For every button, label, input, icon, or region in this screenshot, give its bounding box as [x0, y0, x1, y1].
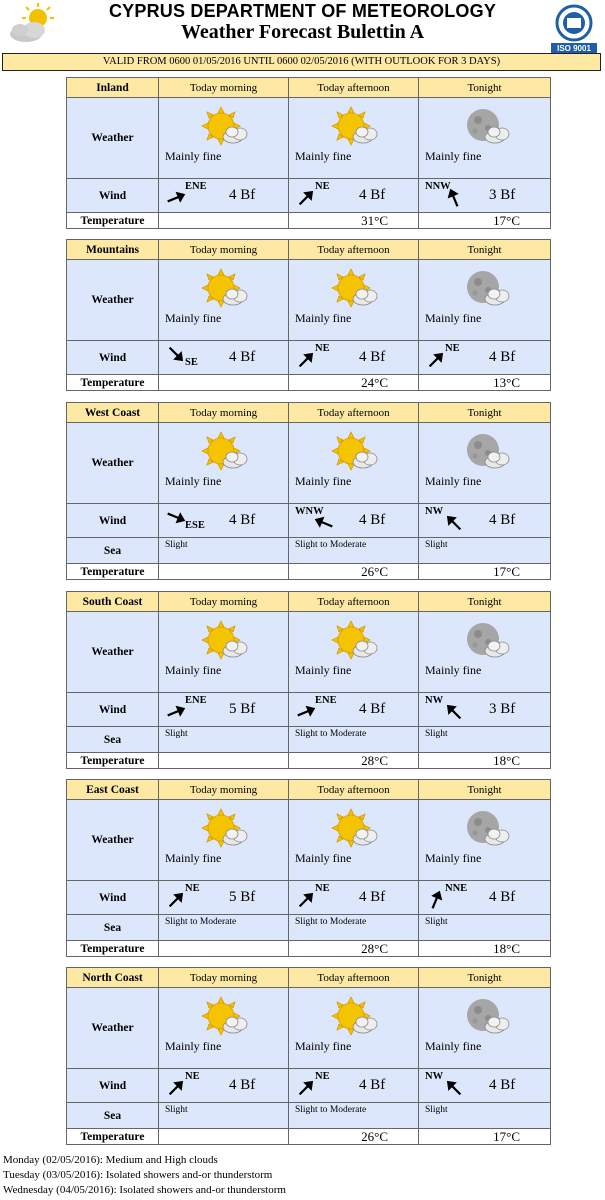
region-table-inland: [66, 77, 551, 229]
sea-label: Sea: [67, 727, 159, 753]
wind-force: 4 Bf: [359, 512, 386, 528]
sea-state: Slight: [425, 1105, 448, 1115]
moon-with-cloud-icon: [459, 268, 511, 310]
period-header: Tonight: [419, 592, 551, 612]
wind-arrow: [295, 889, 317, 911]
sun-with-cloud-icon: [329, 431, 381, 473]
sea-cell: [159, 727, 289, 753]
wind-force: 4 Bf: [229, 349, 256, 365]
wind-arrow-icon: [443, 1077, 465, 1099]
weather-cell: [289, 98, 419, 179]
wind-arrow-icon: [165, 506, 187, 528]
region-name: South Coast: [67, 592, 159, 612]
temperature-cell: [289, 213, 419, 229]
wind-cell: [159, 693, 289, 727]
weather-text: Mainly fine: [425, 149, 482, 163]
moon-with-cloud-icon: [459, 620, 511, 662]
sea-state: Slight to Moderate: [295, 729, 367, 739]
period-header: Today morning: [159, 968, 289, 988]
temperature-label: Temperature: [67, 941, 159, 957]
sea-state: Slight: [165, 1105, 188, 1115]
weather-cell: [419, 988, 551, 1069]
period-header: Today afternoon: [289, 403, 419, 423]
temperature-cell: [419, 564, 551, 580]
period-header: Today morning: [159, 240, 289, 260]
wind-arrow-icon: [425, 889, 447, 911]
temperature-row: [67, 941, 551, 957]
temperature-row: [67, 1129, 551, 1145]
temperature-cell: [159, 564, 289, 580]
wind-arrow: [295, 1077, 317, 1099]
wind-cell: [159, 179, 289, 213]
weather-cell: [419, 260, 551, 341]
page-header: [0, 0, 605, 53]
wind-arrow-icon: [443, 701, 465, 723]
weather-row: [67, 612, 551, 693]
region-table-west-coast: [66, 402, 551, 580]
weather-cell: [159, 988, 289, 1069]
sea-cell: [419, 1103, 551, 1129]
weather-text: Mainly fine: [295, 1039, 352, 1053]
temperature-value: 26°C: [361, 564, 388, 579]
region-name: North Coast: [67, 968, 159, 988]
sea-cell: [289, 915, 419, 941]
weather-cell: [159, 98, 289, 179]
wind-direction: ENE: [185, 695, 207, 706]
wind-arrow: [165, 506, 187, 528]
region-header-row: [67, 78, 551, 98]
wind-arrow-icon: [295, 701, 317, 723]
sea-row: [67, 727, 551, 753]
region-name: Inland: [67, 78, 159, 98]
weather-row: [67, 800, 551, 881]
weather-text: Mainly fine: [295, 851, 352, 865]
wind-direction: NE: [315, 1071, 330, 1082]
sea-state: Slight: [425, 729, 448, 739]
wind-direction: NE: [185, 883, 200, 894]
wind-force: 4 Bf: [229, 187, 256, 203]
outlook-line: Wednesday (04/05/2016): Isolated showers and-or thunderstorm: [3, 1184, 286, 1196]
weather-text: Mainly fine: [295, 149, 352, 163]
temperature-cell: [289, 1129, 419, 1145]
sun-with-cloud-icon: [199, 431, 251, 473]
wind-direction: ESE: [185, 520, 205, 531]
period-header: Tonight: [419, 968, 551, 988]
region-table-north-coast: [66, 967, 551, 1145]
sea-cell: [289, 727, 419, 753]
weather-cell: [159, 260, 289, 341]
wind-arrow: [443, 1077, 465, 1099]
weather-cell: [289, 988, 419, 1069]
wind-arrow: [425, 349, 447, 371]
wind-arrow: [165, 701, 187, 723]
sea-state: Slight to Moderate: [295, 1105, 367, 1115]
wind-direction: NW: [425, 506, 444, 517]
temperature-value: 18°C: [493, 753, 520, 768]
wind-force: 5 Bf: [229, 701, 256, 717]
wind-direction: NE: [315, 343, 330, 354]
wind-direction: NE: [315, 883, 330, 894]
period-header: Today afternoon: [289, 78, 419, 98]
wind-force: 4 Bf: [359, 889, 386, 905]
wind-force: 4 Bf: [359, 187, 386, 203]
temperature-cell: [289, 564, 419, 580]
sun-with-cloud-icon: [199, 106, 251, 148]
wind-cell: [289, 504, 419, 538]
weather-row: [67, 98, 551, 179]
weather-text: Mainly fine: [165, 149, 222, 163]
wind-row: [67, 504, 551, 538]
sun-with-cloud-icon: [329, 106, 381, 148]
sea-row: [67, 538, 551, 564]
temperature-cell: [289, 375, 419, 391]
wind-cell: [419, 179, 551, 213]
wind-arrow: [165, 889, 187, 911]
wind-arrow: [443, 701, 465, 723]
wind-cell: [289, 881, 419, 915]
iso-9001-logo-icon: [548, 2, 600, 54]
period-header: Today afternoon: [289, 592, 419, 612]
sea-cell: [289, 1103, 419, 1129]
temperature-value: 26°C: [361, 1129, 388, 1144]
weather-text: Mainly fine: [425, 1039, 482, 1053]
wind-label: Wind: [67, 179, 159, 213]
temperature-label: Temperature: [67, 375, 159, 391]
weather-cell: [289, 260, 419, 341]
moon-with-cloud-icon: [459, 996, 511, 1038]
wind-arrow-icon: [165, 889, 187, 911]
wind-arrow-icon: [295, 889, 317, 911]
temperature-row: [67, 375, 551, 391]
wind-arrow: [295, 701, 317, 723]
wind-direction: NW: [425, 695, 444, 706]
wind-arrow-icon: [165, 343, 187, 365]
moon-with-cloud-icon: [459, 808, 511, 850]
weather-cell: [419, 612, 551, 693]
temperature-cell: [419, 213, 551, 229]
wind-row: [67, 179, 551, 213]
weather-label: Weather: [67, 612, 159, 693]
temperature-label: Temperature: [67, 213, 159, 229]
weather-cell: [289, 612, 419, 693]
temperature-value: 28°C: [361, 941, 388, 956]
wind-arrow-icon: [295, 349, 317, 371]
sea-label: Sea: [67, 538, 159, 564]
temperature-cell: [159, 213, 289, 229]
temperature-cell: [289, 941, 419, 957]
wind-force: 4 Bf: [359, 701, 386, 717]
region-header-row: [67, 403, 551, 423]
wind-arrow-icon: [443, 512, 465, 534]
weather-cell: [159, 423, 289, 504]
wind-arrow-icon: [165, 187, 187, 209]
wind-arrow-icon: [165, 701, 187, 723]
weather-text: Mainly fine: [425, 851, 482, 865]
sun-with-cloud-icon: [329, 268, 381, 310]
sea-cell: [289, 538, 419, 564]
sun-with-cloud-icon: [199, 996, 251, 1038]
wind-arrow-icon: [425, 349, 447, 371]
period-header: Tonight: [419, 240, 551, 260]
temperature-label: Temperature: [67, 564, 159, 580]
region-header-row: [67, 968, 551, 988]
temperature-cell: [419, 753, 551, 769]
sea-cell: [159, 915, 289, 941]
wind-cell: [289, 341, 419, 375]
wind-force: 4 Bf: [359, 349, 386, 365]
temperature-value: 13°C: [493, 375, 520, 390]
iso-label: ISO 9001: [557, 44, 591, 53]
weather-text: Mainly fine: [295, 311, 352, 325]
weather-text: Mainly fine: [295, 663, 352, 677]
weather-cell: [159, 800, 289, 881]
weather-text: Mainly fine: [295, 474, 352, 488]
region-name: West Coast: [67, 403, 159, 423]
temperature-row: [67, 213, 551, 229]
sea-state: Slight to Moderate: [295, 917, 367, 927]
wind-cell: [289, 179, 419, 213]
wind-label: Wind: [67, 1069, 159, 1103]
wind-arrow: [165, 1077, 187, 1099]
wind-cell: [159, 504, 289, 538]
bulletin-title: Weather Forecast Bulettin A: [180, 21, 425, 43]
wind-cell: [289, 693, 419, 727]
wind-row: [67, 341, 551, 375]
temperature-label: Temperature: [67, 1129, 159, 1145]
temperature-cell: [419, 375, 551, 391]
sea-cell: [419, 727, 551, 753]
weather-text: Mainly fine: [425, 311, 482, 325]
wind-cell: [419, 693, 551, 727]
sea-state: Slight to Moderate: [295, 540, 367, 550]
wind-force: 4 Bf: [359, 1077, 386, 1093]
period-header: Today afternoon: [289, 240, 419, 260]
validity-banner: VALID FROM 0600 01/05/2016 UNTIL 0600 02/05/2016 (WITH OUTLOOK FOR 3 DAYS): [2, 53, 601, 71]
wind-arrow: [295, 349, 317, 371]
temperature-cell: [159, 1129, 289, 1145]
wind-direction: NE: [445, 343, 460, 354]
weather-row: [67, 260, 551, 341]
outlook-line: Monday (02/05/2016): Medium and High clouds: [3, 1154, 218, 1166]
sea-row: [67, 1103, 551, 1129]
weather-text: Mainly fine: [165, 474, 222, 488]
sea-label: Sea: [67, 915, 159, 941]
sea-state: Slight: [425, 540, 448, 550]
weather-text: Mainly fine: [165, 1039, 222, 1053]
sea-cell: [159, 538, 289, 564]
sea-state: Slight to Moderate: [165, 917, 237, 927]
region-header-row: [67, 780, 551, 800]
temperature-cell: [159, 375, 289, 391]
period-header: Today morning: [159, 780, 289, 800]
wind-cell: [159, 1069, 289, 1103]
temperature-cell: [159, 941, 289, 957]
temperature-cell: [419, 941, 551, 957]
wind-direction: NNE: [445, 883, 468, 894]
department-title: CYPRUS DEPARTMENT OF METEOROLOGY: [108, 1, 497, 21]
wind-cell: [289, 1069, 419, 1103]
temperature-value: 18°C: [493, 941, 520, 956]
temperature-cell: [289, 753, 419, 769]
weather-label: Weather: [67, 988, 159, 1069]
sea-cell: [159, 1103, 289, 1129]
wind-force: 4 Bf: [489, 889, 516, 905]
weather-text: Mainly fine: [165, 851, 222, 865]
sea-state: Slight: [165, 540, 188, 550]
period-header: Tonight: [419, 780, 551, 800]
wind-direction: NE: [315, 181, 330, 192]
region-table-south-coast: [66, 591, 551, 769]
period-header: Today morning: [159, 403, 289, 423]
weather-text: Mainly fine: [165, 663, 222, 677]
wind-force: 4 Bf: [489, 512, 516, 528]
weather-text: Mainly fine: [425, 474, 482, 488]
sun-with-cloud-icon: [199, 620, 251, 662]
wind-force: 3 Bf: [489, 701, 516, 717]
period-header: Today afternoon: [289, 968, 419, 988]
wind-force: 4 Bf: [229, 1077, 256, 1093]
region-name: East Coast: [67, 780, 159, 800]
weather-text: Mainly fine: [165, 311, 222, 325]
temperature-label: Temperature: [67, 753, 159, 769]
wind-arrow-icon: [165, 1077, 187, 1099]
wind-cell: [419, 881, 551, 915]
wind-cell: [419, 341, 551, 375]
wind-arrow: [165, 187, 187, 209]
region-table-mountains: [66, 239, 551, 391]
wind-cell: [419, 1069, 551, 1103]
weather-row: [67, 988, 551, 1069]
wind-force: 5 Bf: [229, 889, 256, 905]
period-header: Today afternoon: [289, 780, 419, 800]
wind-arrow-icon: [295, 1077, 317, 1099]
wind-force: 3 Bf: [489, 187, 516, 203]
wind-cell: [159, 341, 289, 375]
weather-text: Mainly fine: [425, 663, 482, 677]
weather-label: Weather: [67, 98, 159, 179]
temperature-row: [67, 564, 551, 580]
temperature-cell: [419, 1129, 551, 1145]
weather-cell: [159, 612, 289, 693]
wind-arrow: [295, 187, 317, 209]
wind-arrow: [165, 343, 187, 365]
outlook-line: Tuesday (03/05/2016): Isolated showers and-or thunderstorm: [3, 1169, 273, 1181]
wind-force: 4 Bf: [489, 349, 516, 365]
temperature-value: 28°C: [361, 753, 388, 768]
sun-with-cloud-icon: [329, 808, 381, 850]
wind-cell: [419, 504, 551, 538]
wind-row: [67, 1069, 551, 1103]
weather-row: [67, 423, 551, 504]
weather-label: Weather: [67, 260, 159, 341]
wind-direction: ENE: [185, 181, 207, 192]
wind-label: Wind: [67, 341, 159, 375]
temperature-row: [67, 753, 551, 769]
weather-label: Weather: [67, 800, 159, 881]
wind-arrow: [425, 889, 447, 911]
sun-with-cloud-icon: [329, 620, 381, 662]
wind-direction: NE: [185, 1071, 200, 1082]
weather-cell: [419, 423, 551, 504]
wind-label: Wind: [67, 881, 159, 915]
weather-cell: [289, 423, 419, 504]
period-header: Today morning: [159, 78, 289, 98]
sun-with-cloud-icon: [199, 808, 251, 850]
temperature-value: 17°C: [493, 1129, 520, 1144]
period-header: Tonight: [419, 78, 551, 98]
region-header-row: [67, 240, 551, 260]
wind-force: 4 Bf: [229, 512, 256, 528]
region-table-east-coast: [66, 779, 551, 957]
sea-state: Slight: [425, 917, 448, 927]
temperature-value: 17°C: [493, 564, 520, 579]
sea-cell: [419, 538, 551, 564]
wind-label: Wind: [67, 504, 159, 538]
weather-cell: [419, 800, 551, 881]
sea-label: Sea: [67, 1103, 159, 1129]
sun-with-cloud-icon: [199, 268, 251, 310]
wind-label: Wind: [67, 693, 159, 727]
wind-arrow-icon: [295, 187, 317, 209]
wind-row: [67, 693, 551, 727]
weather-cell: [289, 800, 419, 881]
wind-direction: WNW: [295, 506, 324, 517]
period-header: Today morning: [159, 592, 289, 612]
wind-direction: ENE: [315, 695, 337, 706]
temperature-value: 17°C: [493, 213, 520, 228]
sea-row: [67, 915, 551, 941]
sea-cell: [419, 915, 551, 941]
wind-direction: NNW: [425, 181, 451, 192]
wind-row: [67, 881, 551, 915]
region-header-row: [67, 592, 551, 612]
moon-with-cloud-icon: [459, 106, 511, 148]
weather-cell: [419, 98, 551, 179]
temperature-value: 31°C: [361, 213, 388, 228]
wind-force: 4 Bf: [489, 1077, 516, 1093]
wind-arrow: [443, 512, 465, 534]
wind-cell: [159, 881, 289, 915]
wind-direction: NW: [425, 1071, 444, 1082]
sun-with-cloud-icon: [329, 996, 381, 1038]
period-header: Tonight: [419, 403, 551, 423]
moon-with-cloud-icon: [459, 431, 511, 473]
wind-direction: SE: [185, 357, 198, 368]
sea-state: Slight: [165, 729, 188, 739]
weather-label: Weather: [67, 423, 159, 504]
temperature-value: 24°C: [361, 375, 388, 390]
region-name: Mountains: [67, 240, 159, 260]
temperature-cell: [159, 753, 289, 769]
